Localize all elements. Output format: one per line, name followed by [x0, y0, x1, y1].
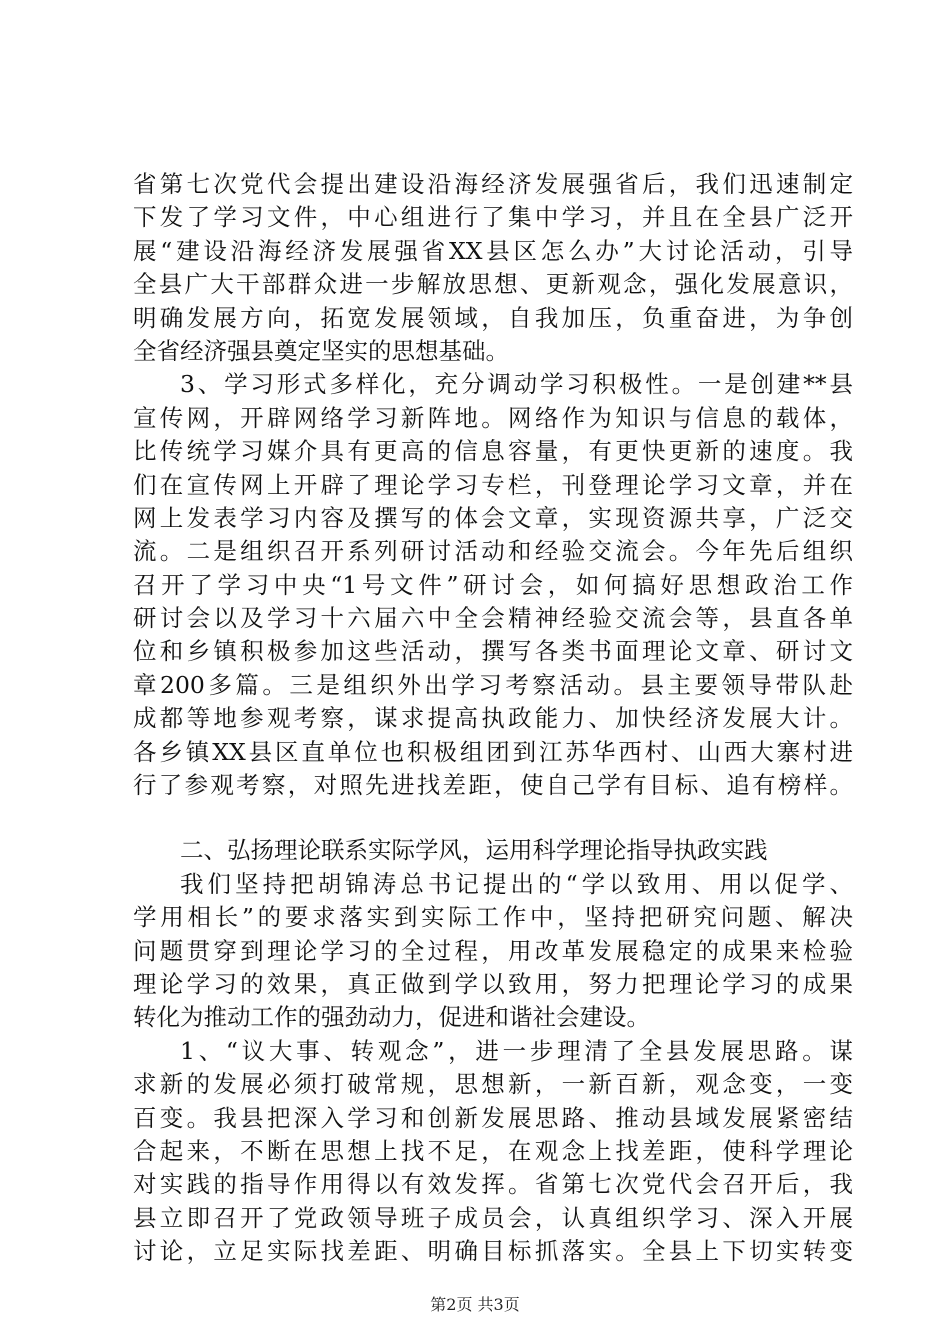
text-line: 全县广大干部群众进一步解放思想、更新观念，强化发展意识，: [133, 270, 853, 299]
text-line: 位和乡镇积极参加这些活动，撰写各类书面理论文章、研讨文: [133, 637, 853, 666]
text-line: 合起来，不断在思想上找不足，在观念上找差距，使科学理论: [133, 1136, 853, 1165]
text-line: 成都等地参观考察，谋求提高执政能力、加快经济发展大计。: [133, 704, 853, 733]
text-line: 展“建设沿海经济发展强省XX县区怎么办”大讨论活动，引导: [133, 236, 853, 265]
text-line: 研讨会以及学习十六届六中全会精神经验交流会等，县直各单: [133, 604, 853, 633]
section-heading: 二、弘扬理论联系实际学风，运用科学理论指导执政实践: [180, 836, 768, 865]
text-line: 问题贯穿到理论学习的全过程，用改革发展稳定的成果来检验: [133, 936, 853, 965]
text-line: 们在宣传网上开辟了理论学习专栏，刊登理论学习文章，并在: [133, 470, 853, 499]
document-body: [133, 168, 853, 1269]
text-line: 省第七次党代会提出建设沿海经济发展强省后，我们迅速制定: [133, 170, 853, 198]
text-line: 县立即召开了党政领导班子成员会，认真组织学习、深入开展: [133, 1203, 853, 1232]
text-line: 百变。我县把深入学习和创新发展思路、推动县域发展紧密结: [133, 1103, 853, 1132]
text-line: 流。二是组织召开系列研讨活动和经验交流会。今年先后组织: [133, 537, 853, 566]
text-line: 全省经济强县奠定坚实的思想基础。: [133, 336, 509, 365]
text-line: 讨论，立足实际找差距、明确目标抓落实。全县上下切实转变: [133, 1237, 853, 1266]
text-line: 召开了学习中央“1号文件”研讨会，如何搞好思想政治工作: [133, 570, 853, 599]
text-line: 转化为推动工作的强劲动力，促进和谐社会建设。: [133, 1003, 650, 1032]
page-number-footer: 第2页 共3页: [430, 1295, 520, 1314]
text-line: 章200多篇。三是组织外出学习考察活动。县主要领导带队赴: [133, 670, 853, 699]
text-line: 各乡镇XX县区直单位也积极组团到江苏华西村、山西大寨村进: [133, 737, 853, 766]
text-line: 比传统学习媒介具有更高的信息容量，有更快更新的速度。我: [133, 437, 853, 466]
paragraph-gap: [133, 802, 853, 834]
paragraph-first-line: 1、“议大事、转观念”，进一步理清了全县发展思路。谋: [180, 1036, 853, 1065]
text-line: 明确发展方向，拓宽发展领域，自我加压，负重奋进，为争创: [133, 303, 853, 332]
text-line: 对实践的指导作用得以有效发挥。省第七次党代会召开后，我: [133, 1170, 853, 1199]
paragraph-first-line: 3、学习形式多样化，充分调动学习积极性。一是创建**县: [180, 370, 853, 399]
text-line: 宣传网，开辟网络学习新阵地。网络作为知识与信息的载体，: [133, 403, 853, 432]
paragraph-first-line: 我们坚持把胡锦涛总书记提出的“学以致用、用以促学、: [180, 869, 853, 898]
text-line: 理论学习的效果，真正做到学以致用，努力把理论学习的成果: [133, 969, 853, 998]
text-line: 行了参观考察，对照先进找差距，使自己学有目标、追有榜样。: [133, 771, 853, 800]
text-line: 下发了学习文件，中心组进行了集中学习，并且在全县广泛开: [133, 203, 853, 232]
text-line: 学用相长”的要求落实到实际工作中，坚持把研究问题、解决: [133, 903, 853, 932]
text-line: 求新的发展必须打破常规，思想新，一新百新，观念变，一变: [133, 1070, 853, 1099]
text-line: 网上发表学习内容及撰写的体会文章，实现资源共享，广泛交: [133, 503, 853, 532]
